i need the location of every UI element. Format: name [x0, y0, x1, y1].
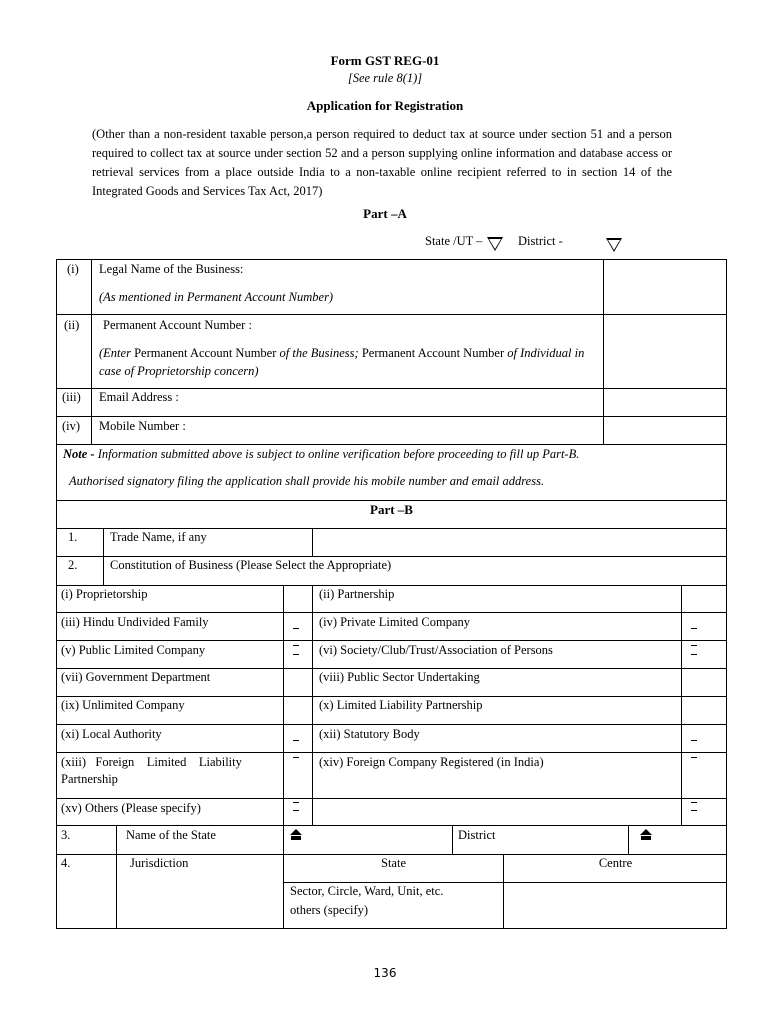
note-line-2: Authorised signatory filing the application shall provide his mobile number and email address. [69, 474, 545, 488]
legal-name-input[interactable] [604, 260, 726, 314]
intro-paragraph: (Other than a non-resident taxable person,a person required to deduct tax at source under section 51 and a person required to collect tax at source under section 52 and a person supplying online information and database access or retrieval services from a place outside India to a non-taxable online recipient referred to in section 14 of the Integrated Goods and Services Tax Act, 2017) [92, 127, 672, 198]
constitution-option: (xv) Others (Please specify) [61, 801, 201, 815]
checkbox-foreign-company[interactable] [682, 753, 726, 798]
trade-name-input[interactable] [313, 529, 726, 556]
page-number: 136 [373, 966, 397, 980]
district-label: District - [518, 234, 563, 248]
constitution-option: (viii) Public Sector Undertaking [319, 670, 480, 684]
constitution-option-cont: Partnership [61, 772, 118, 786]
district-select[interactable] [640, 829, 652, 844]
pan-input[interactable] [604, 315, 726, 388]
row-number: 2. [68, 558, 78, 572]
home-icon [640, 829, 652, 840]
legal-name-label: Legal Name of the Business: [99, 262, 244, 276]
checkbox-proprietorship[interactable] [284, 586, 312, 612]
row-number: (iii) [62, 390, 81, 404]
checkbox-others-right[interactable] [682, 799, 726, 826]
legal-name-hint: (As mentioned in Permanent Account Number) [99, 290, 334, 304]
constitution-label: Constitution of Business (Please Select the Appropriate) [110, 558, 392, 572]
state-dropdown[interactable] [487, 237, 503, 255]
constitution-option: (x) Limited Liability Partnership [319, 698, 483, 712]
constitution-option: (vi) Society/Club/Trust/Association of Persons [319, 643, 553, 657]
email-input[interactable] [604, 389, 726, 416]
checkbox-huf[interactable] [284, 613, 312, 640]
jurisdiction-state-header: State [381, 856, 406, 870]
pan-label: Permanent Account Number : [103, 318, 252, 332]
checkbox-private-ltd[interactable] [682, 613, 726, 640]
checkbox-llp[interactable] [682, 697, 726, 724]
checkbox-local-authority[interactable] [284, 725, 312, 752]
row-number: (i) [67, 262, 79, 276]
constitution-option: (iii) Hindu Undivided Family [61, 615, 209, 629]
checkbox-partnership[interactable] [682, 586, 726, 612]
constitution-option: (i) Proprietorship [61, 587, 148, 601]
constitution-option: (xi) Local Authority [61, 727, 162, 741]
state-name-label: Name of the State [126, 828, 216, 842]
mobile-label: Mobile Number : [99, 419, 186, 433]
pan-hint: (Enter Permanent Account Number of the Business; Permanent Account Number of Individual in case of Proprietorship concern) [99, 346, 585, 378]
constitution-option: (iv) Private Limited Company [319, 615, 471, 629]
state-ut-label: State /UT – [425, 234, 483, 248]
constitution-option: (vii) Government Department [61, 670, 211, 684]
jurisdiction-centre-header: Centre [598, 856, 633, 870]
trade-name-label: Trade Name, if any [110, 530, 207, 544]
row-number: 4. [61, 856, 71, 870]
checkbox-psu[interactable] [682, 669, 726, 696]
note-line-1: Note - Information submitted above is subject to online verification before proceeding to fill up Part-B. [63, 447, 580, 461]
row-number: 1. [68, 530, 78, 544]
constitution-option: (xiv) Foreign Company Registered (in India) [319, 755, 544, 769]
rule-reference: [See rule 8(1)] [347, 71, 423, 85]
others-label: others (specify) [290, 903, 369, 917]
checkbox-foreign-llp[interactable] [284, 753, 312, 798]
constitution-option: (ii) Partnership [319, 587, 395, 601]
checkbox-statutory-body[interactable] [682, 725, 726, 752]
checkbox-unlimited[interactable] [284, 697, 312, 724]
constitution-option: (ix) Unlimited Company [61, 698, 185, 712]
checkbox-society[interactable] [682, 641, 726, 668]
dropdown-arrow-icon [487, 237, 503, 251]
sector-label: Sector, Circle, Ward, Unit, etc. [290, 884, 444, 898]
district-dropdown[interactable] [606, 238, 622, 256]
state-select[interactable] [290, 829, 302, 844]
part-a-heading: Part –A [363, 206, 407, 221]
form-title: Form GST REG-01 [330, 53, 440, 68]
dropdown-arrow-icon [606, 238, 622, 252]
centre-input[interactable] [504, 883, 726, 928]
jurisdiction-label: Jurisdiction [130, 856, 189, 870]
email-label: Email Address : [99, 390, 179, 404]
checkbox-public-ltd[interactable] [284, 641, 312, 668]
checkbox-govt-dept[interactable] [284, 669, 312, 696]
mobile-input[interactable] [604, 417, 726, 445]
row-number: 3. [61, 828, 71, 842]
part-b-heading: Part –B [370, 502, 413, 517]
constitution-option: (xii) Statutory Body [319, 727, 420, 741]
constitution-option: (xiii) Foreign Limited Liability [61, 755, 242, 769]
checkbox-others[interactable] [284, 799, 312, 826]
district-name-label: District [458, 828, 496, 842]
home-icon [290, 829, 302, 840]
others-specify-input[interactable] [313, 799, 681, 826]
constitution-option: (v) Public Limited Company [61, 643, 206, 657]
row-number: (iv) [62, 419, 81, 433]
application-title: Application for Registration [306, 98, 464, 113]
row-number: (ii) [64, 318, 80, 332]
